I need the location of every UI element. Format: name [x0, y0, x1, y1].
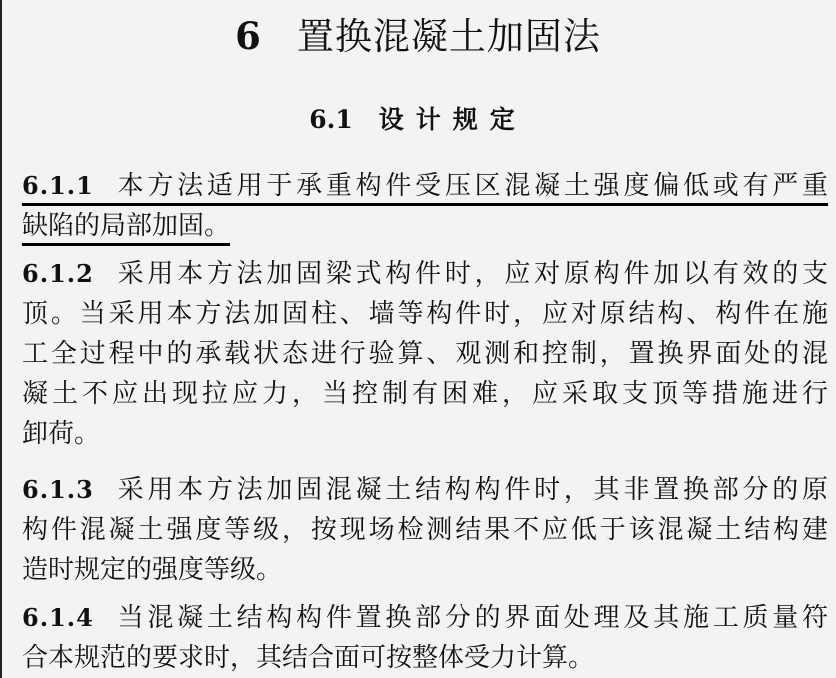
clause-number: 6.1.1	[22, 171, 94, 200]
clause-line: 顶。当采用本方法加固柱、墙等构件时，应对原结构、构件在施	[22, 299, 828, 329]
clause-number: 6.1.4	[22, 603, 94, 632]
clause-6-1-1	[22, 166, 828, 246]
clause-line	[22, 206, 828, 246]
clause-line: 凝土不应出现拉应力，当控制有困难，应采取支顶等措施进行	[22, 379, 828, 409]
clause-6-1-2	[22, 254, 828, 454]
clause-text: 当混凝土结构构件置换部分的界面处理及其施工质量符	[113, 603, 828, 633]
clause-text: 本方法适用于承重构件受压区混凝土强度偏低或有严重	[113, 171, 828, 201]
section-number: 6.1	[309, 105, 353, 134]
chapter-number: 6	[235, 14, 261, 58]
section-heading	[0, 102, 836, 138]
clause-line	[22, 470, 828, 510]
section-title: 设计规定	[378, 105, 527, 134]
clause-line: 合本规范的要求时，其结合面可按整体受力计算。	[22, 643, 595, 673]
clause-text: 采用本方法加固混凝土结构构件时，其非置换部分的原	[113, 475, 828, 505]
clause-line: 构件混凝土强度等级，按现场检测结果不应低于该混凝土结构建	[22, 515, 828, 545]
clause-6-1-3	[22, 470, 828, 590]
clause-6-1-4	[22, 598, 828, 678]
clause-line: 卸荷。	[22, 419, 101, 449]
clause-text: 采用本方法加固梁式构件时，应对原构件加以有效的支	[113, 259, 828, 289]
clause-line: 工全过程中的承载状态进行验算、观测和控制，置换界面处的混	[22, 339, 828, 369]
clause-line	[22, 598, 828, 638]
clause-number: 6.1.2	[22, 259, 94, 288]
clause-line	[22, 166, 828, 206]
chapter-heading	[0, 10, 836, 63]
underlined-text: 缺陷的局部加固。	[22, 211, 230, 246]
underlined-text	[22, 171, 828, 206]
clause-line: 造时规定的强度等级。	[22, 555, 283, 585]
chapter-title: 置换混凝土加固法	[296, 15, 601, 58]
clause-line	[22, 254, 828, 294]
clause-number: 6.1.3	[22, 475, 94, 504]
